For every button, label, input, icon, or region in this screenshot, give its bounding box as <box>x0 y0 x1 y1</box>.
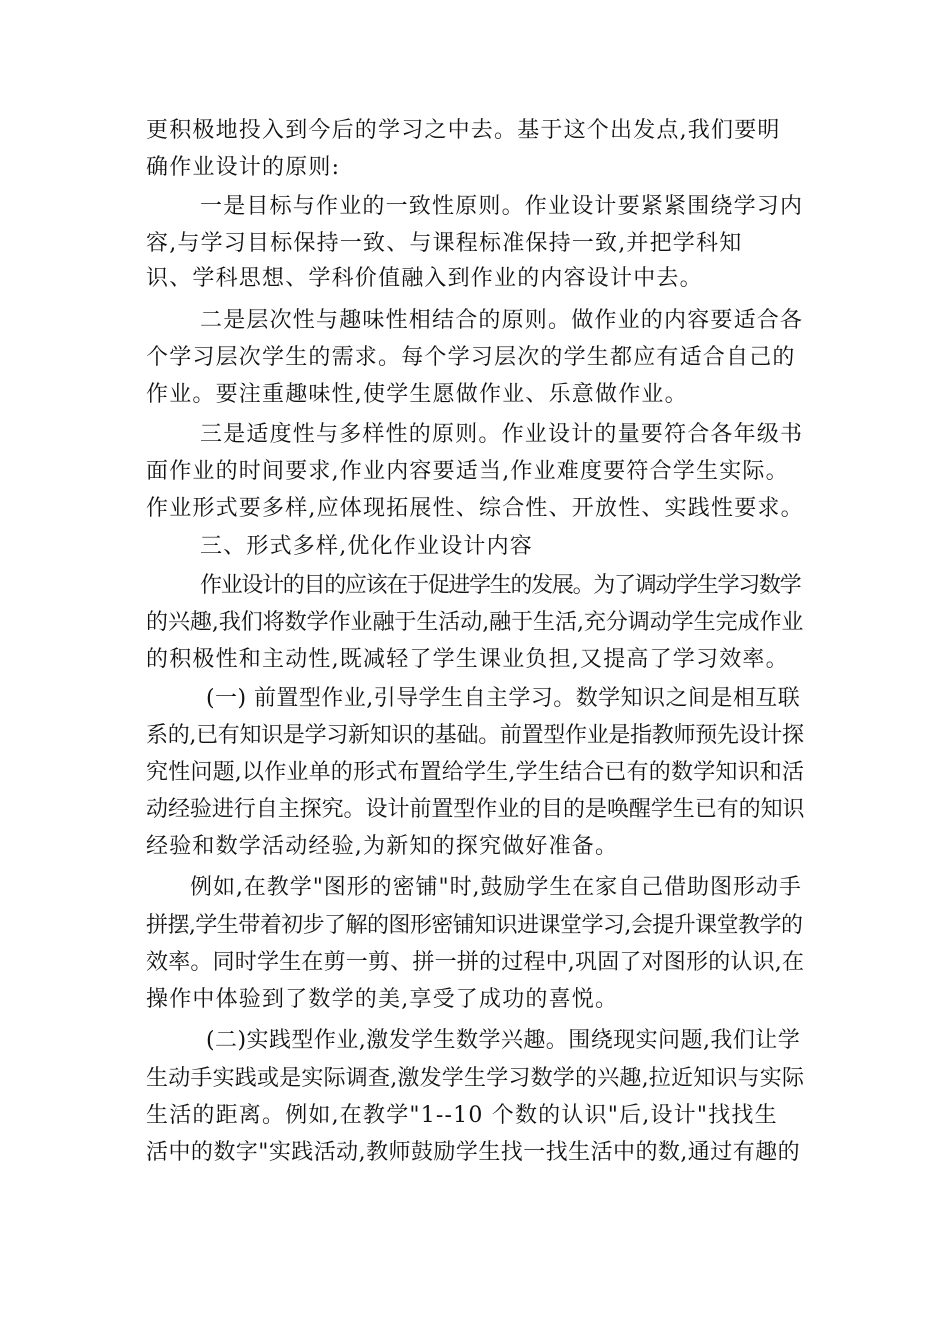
subsection-2-text: (二)实践型作业,激发学生数学兴趣。围绕现实问题,我们让学 <box>206 1028 801 1053</box>
body-text-line: 经验和数学活动经验,为新知的探究做好准备。 <box>146 834 619 859</box>
body-text-line: 系的,已有知识是学习新知识的基础。前置型作业是指教师预先设计探 <box>146 723 804 748</box>
body-text-line: 作业。要注重趣味性,使学生愿做作业、乐意做作业。 <box>146 382 688 407</box>
body-text-line: 动经验进行自主探究。设计前置型作业的目的是唤醒学生已有的知识 <box>146 797 805 822</box>
section-heading: 三、形式多样,优化作业设计内容 <box>200 534 533 559</box>
body-text-line: 生活的距离。例如,在教学"1--10 个数的认识"后,设计"找找生 <box>146 1103 778 1128</box>
body-text-line: 面作业的时间要求,作业内容要适当,作业难度要符合学生实际。 <box>146 459 789 484</box>
body-text-line: 容,与学习目标保持一致、与课程标准保持一致,并把学科知 <box>146 231 743 256</box>
body-text-line: 作业设计的目的应该在于促进学生的发展。为了调动学生学习数学 <box>200 573 801 598</box>
body-text-line: 更积极地投入到今后的学习之中去。基于这个出发点,我们要明 <box>146 118 781 143</box>
body-text-line: 的兴趣,我们将数学作业融于生活动,融于生活,充分调动学生完成作业 <box>146 610 804 635</box>
body-text-line: 活中的数字"实践活动,教师鼓励学生找一找生活中的数,通过有趣的 <box>146 1140 801 1165</box>
body-text-line: 究性问题,以作业单的形式布置给学生,学生结合已有的数学知识和活 <box>146 760 805 785</box>
principle-3-text: 三是适度性与多样性的原则。作业设计的量要符合各年级书 <box>200 422 804 447</box>
principle-2-text: 二是层次性与趣味性相结合的原则。做作业的内容要适合各 <box>200 308 804 333</box>
body-text-line: 操作中体验到了数学的美,享受了成功的喜悦。 <box>146 987 619 1012</box>
body-text-line: 作业形式要多样,应体现拓展性、综合性、开放性、实践性要求。 <box>146 496 804 521</box>
body-text-line: 个学习层次学生的需求。每个学习层次的学生都应有适合自己的 <box>146 345 796 370</box>
principle-1-text: 一是目标与作业的一致性原则。作业设计要紧紧围绕学习内 <box>200 194 804 219</box>
body-text-line: 识、学科思想、学科价值融入到作业的内容设计中去。 <box>146 266 703 291</box>
body-text-line: 效率。同时学生在剪一剪、拼一拼的过程中,巩固了对图形的认识,在 <box>146 950 805 975</box>
subsection-1-text: (一) 前置型作业,引导学生自主学习。数学知识之间是相互联 <box>206 686 801 711</box>
body-text-line: 生动手实践或是实际调查,激发学生学习数学的兴趣,拉近知识与实际 <box>146 1066 805 1091</box>
body-text-line: 确作业设计的原则: <box>146 155 341 180</box>
body-text-line: 拼摆,学生带着初步了解的图形密铺知识进课堂学习,会提升课堂教学的 <box>146 913 803 938</box>
body-text-line: 的积极性和主动性,既减轻了学生课业负担,又提高了学习效率。 <box>146 647 789 672</box>
example-text: 例如,在教学"图形的密铺"时,鼓励学生在家自己借助图形动手 <box>190 875 802 900</box>
